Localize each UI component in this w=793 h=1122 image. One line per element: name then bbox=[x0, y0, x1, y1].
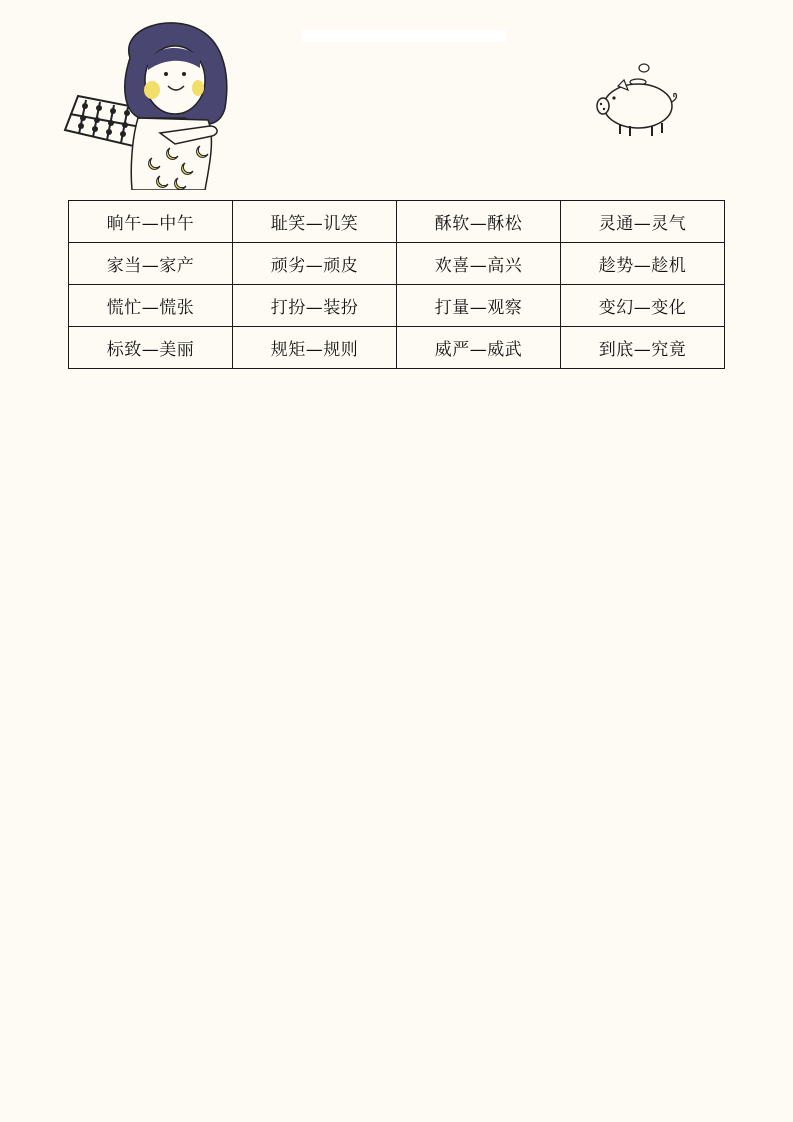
table-row bbox=[69, 285, 725, 327]
word-pair-cell: 灵通—灵气 bbox=[561, 201, 725, 243]
word-pair-cell: 趁势—趁机 bbox=[561, 243, 725, 285]
word-pair-cell: 规矩—规则 bbox=[233, 327, 397, 369]
word-pair-cell: 晌午—中午 bbox=[69, 201, 233, 243]
piggy-bank-illustration bbox=[590, 60, 685, 140]
table-row bbox=[69, 201, 725, 243]
word-pair-cell: 顽劣—顽皮 bbox=[233, 243, 397, 285]
word-pair-cell: 威严—威武 bbox=[397, 327, 561, 369]
word-pair-cell: 欢喜—高兴 bbox=[397, 243, 561, 285]
word-pair-cell: 打扮—装扮 bbox=[233, 285, 397, 327]
word-pair-cell: 慌忙—慌张 bbox=[69, 285, 233, 327]
table-row bbox=[69, 327, 725, 369]
title-placeholder bbox=[302, 30, 506, 42]
word-pair-cell: 酥软—酥松 bbox=[397, 201, 561, 243]
word-pair-cell: 变幻—变化 bbox=[561, 285, 725, 327]
table-row bbox=[69, 243, 725, 285]
girl-with-abacus-illustration bbox=[60, 18, 235, 190]
word-pairs-table bbox=[68, 200, 725, 369]
word-pair-cell: 到底—究竟 bbox=[561, 327, 725, 369]
word-pair-cell: 耻笑—讥笑 bbox=[233, 201, 397, 243]
word-pair-cell: 标致—美丽 bbox=[69, 327, 233, 369]
word-pair-cell: 家当—家产 bbox=[69, 243, 233, 285]
word-pair-cell: 打量—观察 bbox=[397, 285, 561, 327]
